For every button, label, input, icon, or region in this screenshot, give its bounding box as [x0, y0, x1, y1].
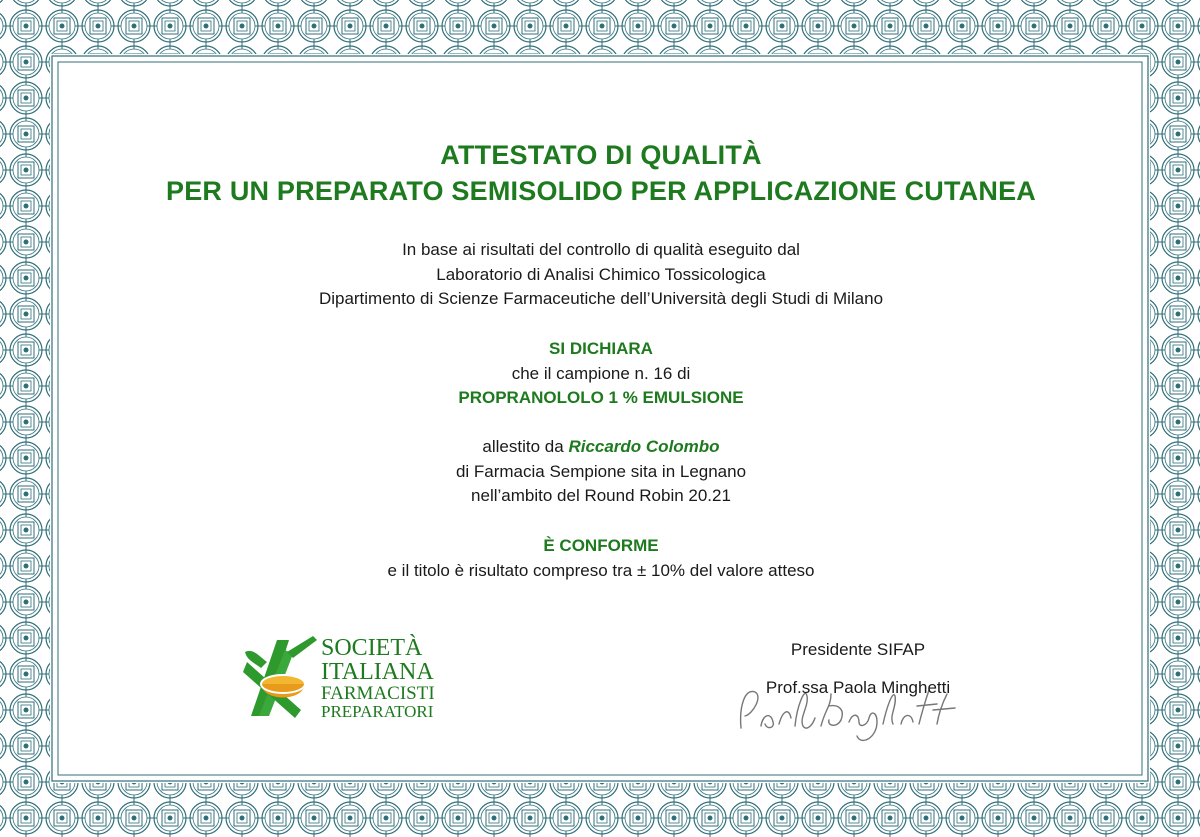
signature-block — [743, 640, 973, 740]
president-role: Presidente SIFAP — [790, 640, 926, 659]
logo-wordmark — [321, 636, 435, 721]
prepared-by-prefix: allestito da — [482, 437, 564, 456]
intro-line-1: In base ai risultati del controllo di qualità eseguito dal — [402, 240, 800, 259]
certificate-title: ATTESTATO DI QUALITÀ — [440, 140, 762, 170]
sample-line: che il campione n. 16 di — [511, 364, 691, 383]
mortar-pestle-logo-icon — [243, 632, 323, 722]
preparation-name: PROPRANOLOLO 1 % EMULSIONE — [458, 388, 744, 407]
certificate-content — [58, 62, 1144, 776]
president-name: Prof.ssa Paola Minghetti — [765, 678, 951, 697]
logo-line-3: FARMACISTI — [321, 683, 435, 704]
declaration-heading: SI DICHIARA — [549, 339, 653, 358]
pharmacist-name: Riccardo Colombo — [568, 437, 720, 456]
logo-line-4: PREPARATORI — [321, 702, 434, 721]
pharmacy-line: di Farmacia Sempione sita in Legnano — [455, 462, 747, 481]
prepared-by-line — [58, 437, 1144, 457]
intro-line-2: Laboratorio di Analisi Chimico Tossicologica — [436, 265, 766, 284]
logo-line-1: SOCIETÀ — [321, 635, 423, 661]
logo-line-2: ITALIANA — [321, 659, 434, 685]
result-heading: È CONFORME — [543, 536, 659, 555]
intro-line-3: Dipartimento di Scienze Farmaceutiche dell’Università degli Studi di Milano — [318, 289, 884, 308]
certificate-subtitle: PER UN PREPARATO SEMISOLIDO PER APPLICAZIONE CUTANEA — [166, 176, 1036, 206]
sifap-logo — [243, 632, 453, 722]
result-detail: e il titolo è risultato compreso tra ± 10% del valore atteso — [387, 561, 815, 580]
round-robin-line: nell’ambito del Round Robin 20.21 — [471, 486, 731, 505]
